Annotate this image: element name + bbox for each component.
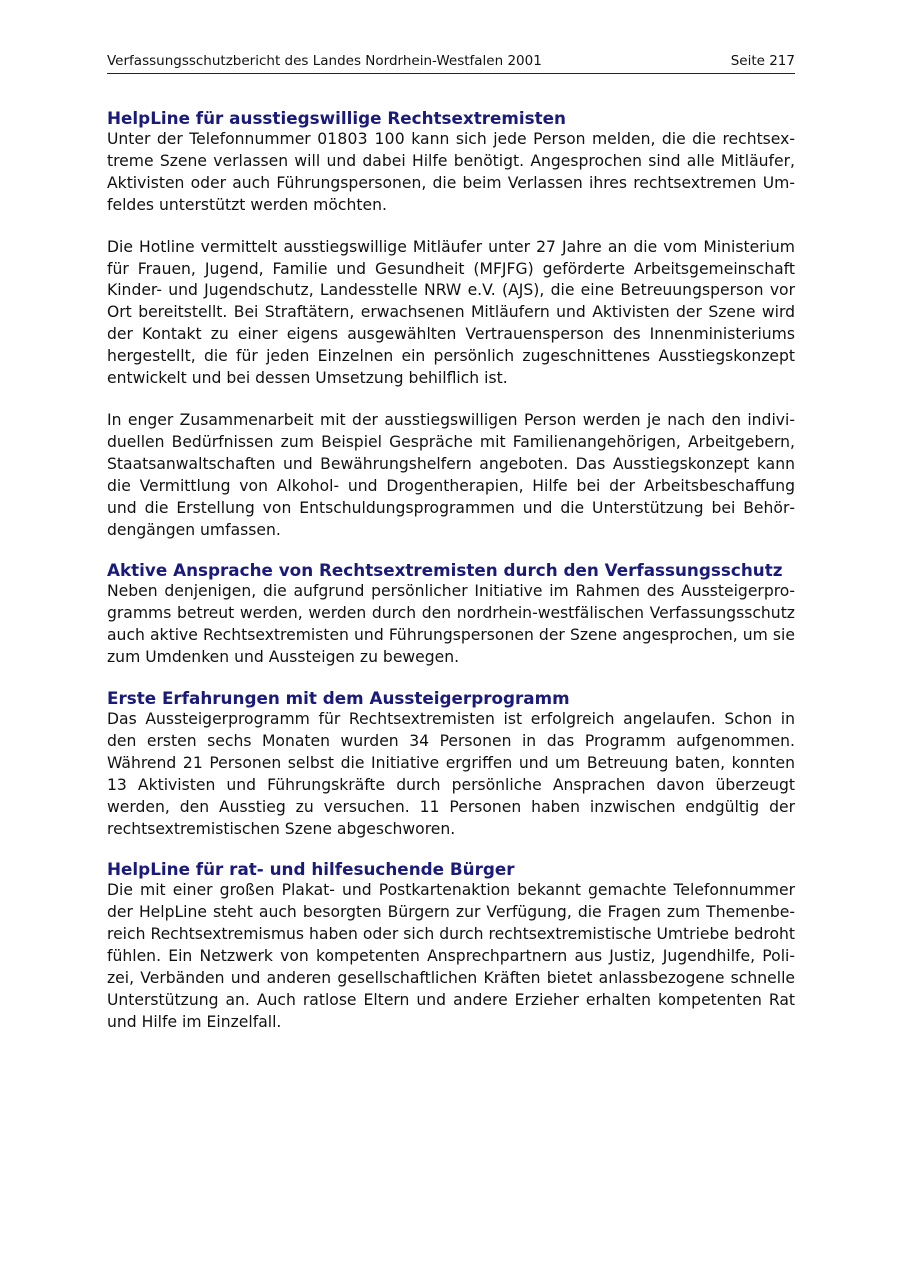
paragraph: Das Aussteigerprogramm für Rechtsextremisten ist erfolgreich angelaufen. Schon in den ersten sechs Monaten wurden 34 Personen in das Programm aufgenommen. Während 21 Personen selbst die Initiative ergriffen und um Betreuung baten, konnten 13 Aktivisten und Führungskräfte durch persönliche Ansprachen davon überzeugt werden, den Ausstieg zu versuchen. 11 Personen haben inzwischen endgültig der rechtsextremistischen Szene abgeschworen. — [107, 710, 795, 838]
running-header — [107, 52, 795, 74]
paragraph — [107, 129, 795, 217]
paragraph-text: Unter der Telefonnummer — [107, 130, 318, 148]
section-heading: HelpLine für rat- und hilfesuchende Bürger — [107, 859, 515, 880]
paragraph: In enger Zusammenarbeit mit der ausstiegswilligen Person werden je nach den individuellen Bedürfnissen zum Beispiel Gespräche mit Familienangehörigen, Arbeitgebern, Staatsanwaltschaften und Bewährungshelfern angeboten. Das Ausstiegskonzept kann die Vermittlung von Alkohol- und Drogentherapien, Hilfe bei der Arbeitsbeschaffung und die Erstellung von Entschuldungsprogrammen und die Unterstützung bei Behördengängen umfassen. — [107, 410, 795, 539]
document-page — [107, 52, 795, 1034]
section-erste-erfahrungen — [107, 687, 795, 840]
section-helpline-buerger — [107, 858, 795, 1033]
paragraph: Die mit einer großen Plakat- und Postkartenaktion bekannt gemachte Telefonnummer der HelpLine steht auch besorgten Bürgern zur Verfügung, die Fragen zum Themenbereich Rechtsextremismus haben oder sich durch rechtsextremistische Umtriebe bedroht fühlen. Ein Netzwerk von kompetenten Ansprechpartnern aus Justiz, Jugendhilfe, Polizei, Verbänden und anderen gesellschaftlichen Kräften bietet anlassbezogene schnelle Unterstützung an. Auch ratlose Eltern und andere Erzieher erhalten kompetenten Rat und Hilfe im Einzelfall. — [107, 881, 795, 1031]
phone-number: 01803 100 — [317, 130, 405, 148]
header-title: Verfassungsschutzbericht des Landes Nordrhein-Westfalen 2001 — [107, 53, 542, 69]
paragraph-text: kann sich jede Person melden, die die rechtsextreme Szene verlassen will und dabei Hilfe benötigt. Angesprochen sind alle Mitläufer, Aktivisten oder auch Führungspersonen, die beim Verlassen ihres rechtsextremen Umfeldes unterstützt werden möchten. — [107, 130, 795, 214]
section-heading: HelpLine für ausstiegswillige Rechtsextremisten — [107, 108, 566, 128]
section-helpline-aussteiger — [107, 107, 795, 541]
section-aktive-ansprache — [107, 559, 795, 669]
page-number: Seite 217 — [730, 53, 795, 69]
section-heading: Aktive Ansprache von Rechtsextremisten durch den Verfassungsschutz — [107, 560, 783, 581]
paragraph: Die Hotline vermittelt ausstiegswillige Mitläufer unter 27 Jahre an die vom Ministerium für Frauen, Jugend, Familie und Gesundheit (MFJFG) geförderte Arbeitsgemeinschaft Kinder- und Jugendschutz, Landesstelle NRW e.V. (AJS), die eine Betreuungsperson vor Ort bereitstellt. Bei Straftätern, erwachsenen Mitläufern und Aktivisten der Szene wird der Kontakt zu einer eigens ausgewählten Vertrauensperson des Innenministeriums hergestellt, die für jeden Einzelnen ein persönlich zugeschnittenes Ausstiegskonzept entwickelt und bei dessen Umsetzung behilflich ist. — [107, 237, 795, 388]
paragraph: Neben denjenigen, die aufgrund persönlicher Initiative im Rahmen des Aussteigerprogramms betreut werden, werden durch den nordrhein-westfälischen Verfassungsschutz auch aktive Rechtsextremisten und Führungspersonen der Szene angesprochen, um sie zum Umdenken und Aussteigen zu bewegen. — [107, 582, 795, 667]
section-heading: Erste Erfahrungen mit dem Aussteigerprogramm — [107, 688, 570, 709]
